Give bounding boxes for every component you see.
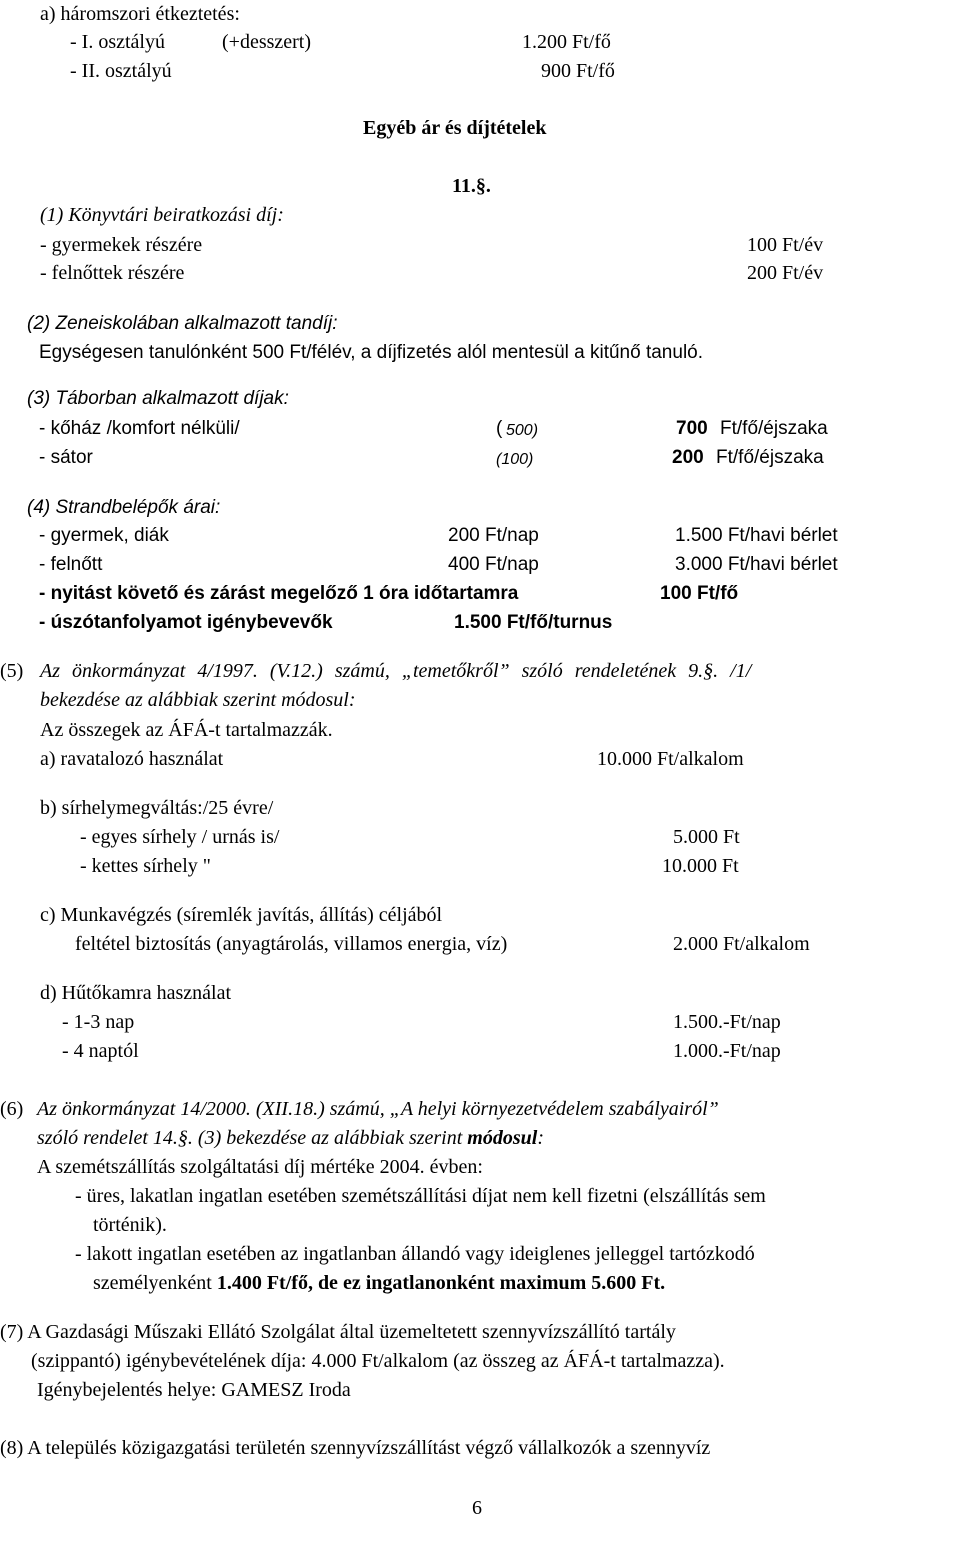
meals-row2-price: 900 Ft/fő bbox=[541, 60, 615, 82]
cemetery-c-label-line1: c) Munkavégzés (síremlék javítás, állítás) céljából bbox=[40, 904, 443, 926]
meals-row1-note: (+desszert) bbox=[222, 31, 312, 53]
beach-adult-pass: 3.000 Ft/havi bérlet bbox=[675, 554, 838, 575]
waste-title-line2 bbox=[37, 1126, 544, 1150]
sewage-line3: Igénybejelentés helye: GAMESZ Iroda bbox=[37, 1379, 351, 1401]
beach-course-label: - úszótanfolyamot igénybevevők bbox=[39, 612, 333, 633]
beach-course-price: 1.500 Ft/fő/turnus bbox=[454, 612, 613, 633]
music-school-text: Egységesen tanulónként 500 Ft/félév, a díjfizetés alól mentesül a kitűnő tanuló. bbox=[39, 342, 704, 363]
waste-bullet2-amount: 1.400 Ft/fő, de ez ingatlanonként maximum 5.600 Ft. bbox=[216, 1272, 666, 1294]
camp-tent-new-price: 200 bbox=[672, 447, 704, 468]
page-number: 6 bbox=[472, 1497, 482, 1519]
cemetery-b-label: b) sírhelymegváltás:/25 évre/ bbox=[40, 797, 274, 819]
meals-row2-label: - II. osztályú bbox=[70, 60, 172, 82]
beach-hour-label: - nyitást követő és zárást megelőző 1 óra időtartamra bbox=[39, 583, 519, 604]
camp-tent-label: - sátor bbox=[39, 447, 93, 468]
camp-stonehouse-old-paren: ( bbox=[496, 418, 503, 439]
camp-tent-unit: Ft/fő/éjszaka bbox=[716, 447, 824, 468]
waste-bullet2-text: személyenként bbox=[93, 1272, 217, 1294]
library-children-price: 100 Ft/év bbox=[747, 234, 824, 256]
cemetery-d1-price: 1.500.-Ft/nap bbox=[673, 1011, 781, 1033]
beach-student-label: - gyermek, diák bbox=[39, 525, 169, 546]
music-school-title: (2) Zeneiskolában alkalmazott tandíj: bbox=[27, 313, 338, 334]
beach-student-day: 200 Ft/nap bbox=[448, 525, 539, 546]
cemetery-d2-label: - 4 naptól bbox=[62, 1040, 139, 1062]
waste-bullet1-line2: történik). bbox=[93, 1214, 167, 1236]
cemetery-b1-price: 5.000 Ft bbox=[673, 826, 740, 848]
cemetery-vat-note: Az összegek az ÁFÁ-t tartalmazzák. bbox=[40, 719, 333, 741]
waste-bullet2-line1: - lakott ingatlan esetében az ingatlanban állandó vagy ideiglenes jelleggel tartózkodó bbox=[75, 1243, 755, 1265]
camp-tent-old-price: (100) bbox=[496, 451, 534, 468]
cemetery-title-line2: bekezdése az alábbiak szerint módosul: bbox=[40, 689, 356, 711]
cemetery-b1-label: - egyes sírhely / urnás is/ bbox=[80, 826, 280, 848]
cemetery-c-price: 2.000 Ft/alkalom bbox=[673, 933, 810, 955]
sewage-line2: (szippantó) igénybevételének díja: 4.000 Ft/alkalom (az összeg az ÁFÁ-t tartalmazza). bbox=[31, 1350, 725, 1372]
beach-adult-label: - felnőtt bbox=[39, 554, 103, 575]
camp-stonehouse-old-price: 500) bbox=[506, 422, 539, 439]
camp-fees-title: (3) Táborban alkalmazott díjak: bbox=[27, 388, 289, 409]
cemetery-b2-price: 10.000 Ft bbox=[662, 855, 739, 877]
cemetery-d-label: d) Hűtőkamra használat bbox=[40, 982, 232, 1004]
beach-hour-price: 100 Ft/fő bbox=[660, 583, 739, 604]
library-adults-price: 200 Ft/év bbox=[747, 262, 824, 284]
meals-row1-price: 1.200 Ft/fő bbox=[522, 31, 611, 53]
cemetery-d2-price: 1.000.-Ft/nap bbox=[673, 1040, 781, 1062]
waste-bullet1-line1: - üres, lakatlan ingatlan esetében szemétszállítási díjat nem kell fizetni (elszállítás sem bbox=[75, 1185, 766, 1207]
cemetery-title-line1: Az önkormányzat 4/1997. (V.12.) számú, „temetőkről” szóló rendeletének 9.§. /1/ bbox=[40, 660, 752, 682]
camp-stonehouse-new-price: 700 bbox=[676, 418, 708, 439]
library-fee-title: (1) Könyvtári beiratkozási díj: bbox=[40, 204, 284, 226]
waste-title-line2-text: szóló rendelet 14.§. (3) bekezdése az alábbiak szerint bbox=[37, 1127, 468, 1149]
waste-title-line1: Az önkormányzat 14/2000. (XII.18.) számú, „A helyi környezetvédelem szabályairól” bbox=[37, 1098, 719, 1120]
cemetery-b2-label: - kettes sírhely " bbox=[80, 855, 211, 877]
cemetery-a-label: a) ravatalozó használat bbox=[40, 748, 224, 770]
beach-title: (4) Strandbelépők árai: bbox=[27, 497, 221, 518]
cemetery-d1-label: - 1-3 nap bbox=[62, 1011, 135, 1033]
camp-stonehouse-unit: Ft/fő/éjszaka bbox=[720, 418, 828, 439]
cemetery-number: (5) bbox=[0, 660, 24, 682]
cemetery-c-label-line2: feltétel biztosítás (anyagtárolás, villamos energia, víz) bbox=[75, 933, 508, 955]
meals-header: a) háromszori étkeztetés: bbox=[40, 3, 240, 25]
waste-title-colon: : bbox=[537, 1127, 544, 1149]
library-children-label: - gyermekek részére bbox=[40, 234, 203, 256]
sewage-line1: (7) A Gazdasági Műszaki Ellátó Szolgálat által üzemeltetett szennyvízszállító tartály bbox=[0, 1321, 676, 1343]
waste-number: (6) bbox=[0, 1098, 24, 1120]
waste-intro: A szemétszállítás szolgáltatási díj mértéke 2004. évben: bbox=[37, 1156, 483, 1178]
contractors-line1: (8) A település közigazgatási területén szennyvízszállítást végző vállalkozók a szennyvíz bbox=[0, 1437, 711, 1459]
paragraph-number: 11.§. bbox=[452, 175, 491, 197]
cemetery-a-price: 10.000 Ft/alkalom bbox=[597, 748, 744, 770]
camp-stonehouse-label: - kőház /komfort nélküli/ bbox=[39, 418, 240, 439]
section-heading: Egyéb ár és díjtételek bbox=[363, 117, 547, 139]
beach-student-pass: 1.500 Ft/havi bérlet bbox=[675, 525, 838, 546]
library-adults-label: - felnőttek részére bbox=[40, 262, 185, 284]
meals-row1-label: - I. osztályú bbox=[70, 31, 165, 53]
beach-adult-day: 400 Ft/nap bbox=[448, 554, 539, 575]
waste-bullet2-line2 bbox=[93, 1271, 665, 1295]
waste-title-modified: módosul bbox=[467, 1127, 538, 1149]
